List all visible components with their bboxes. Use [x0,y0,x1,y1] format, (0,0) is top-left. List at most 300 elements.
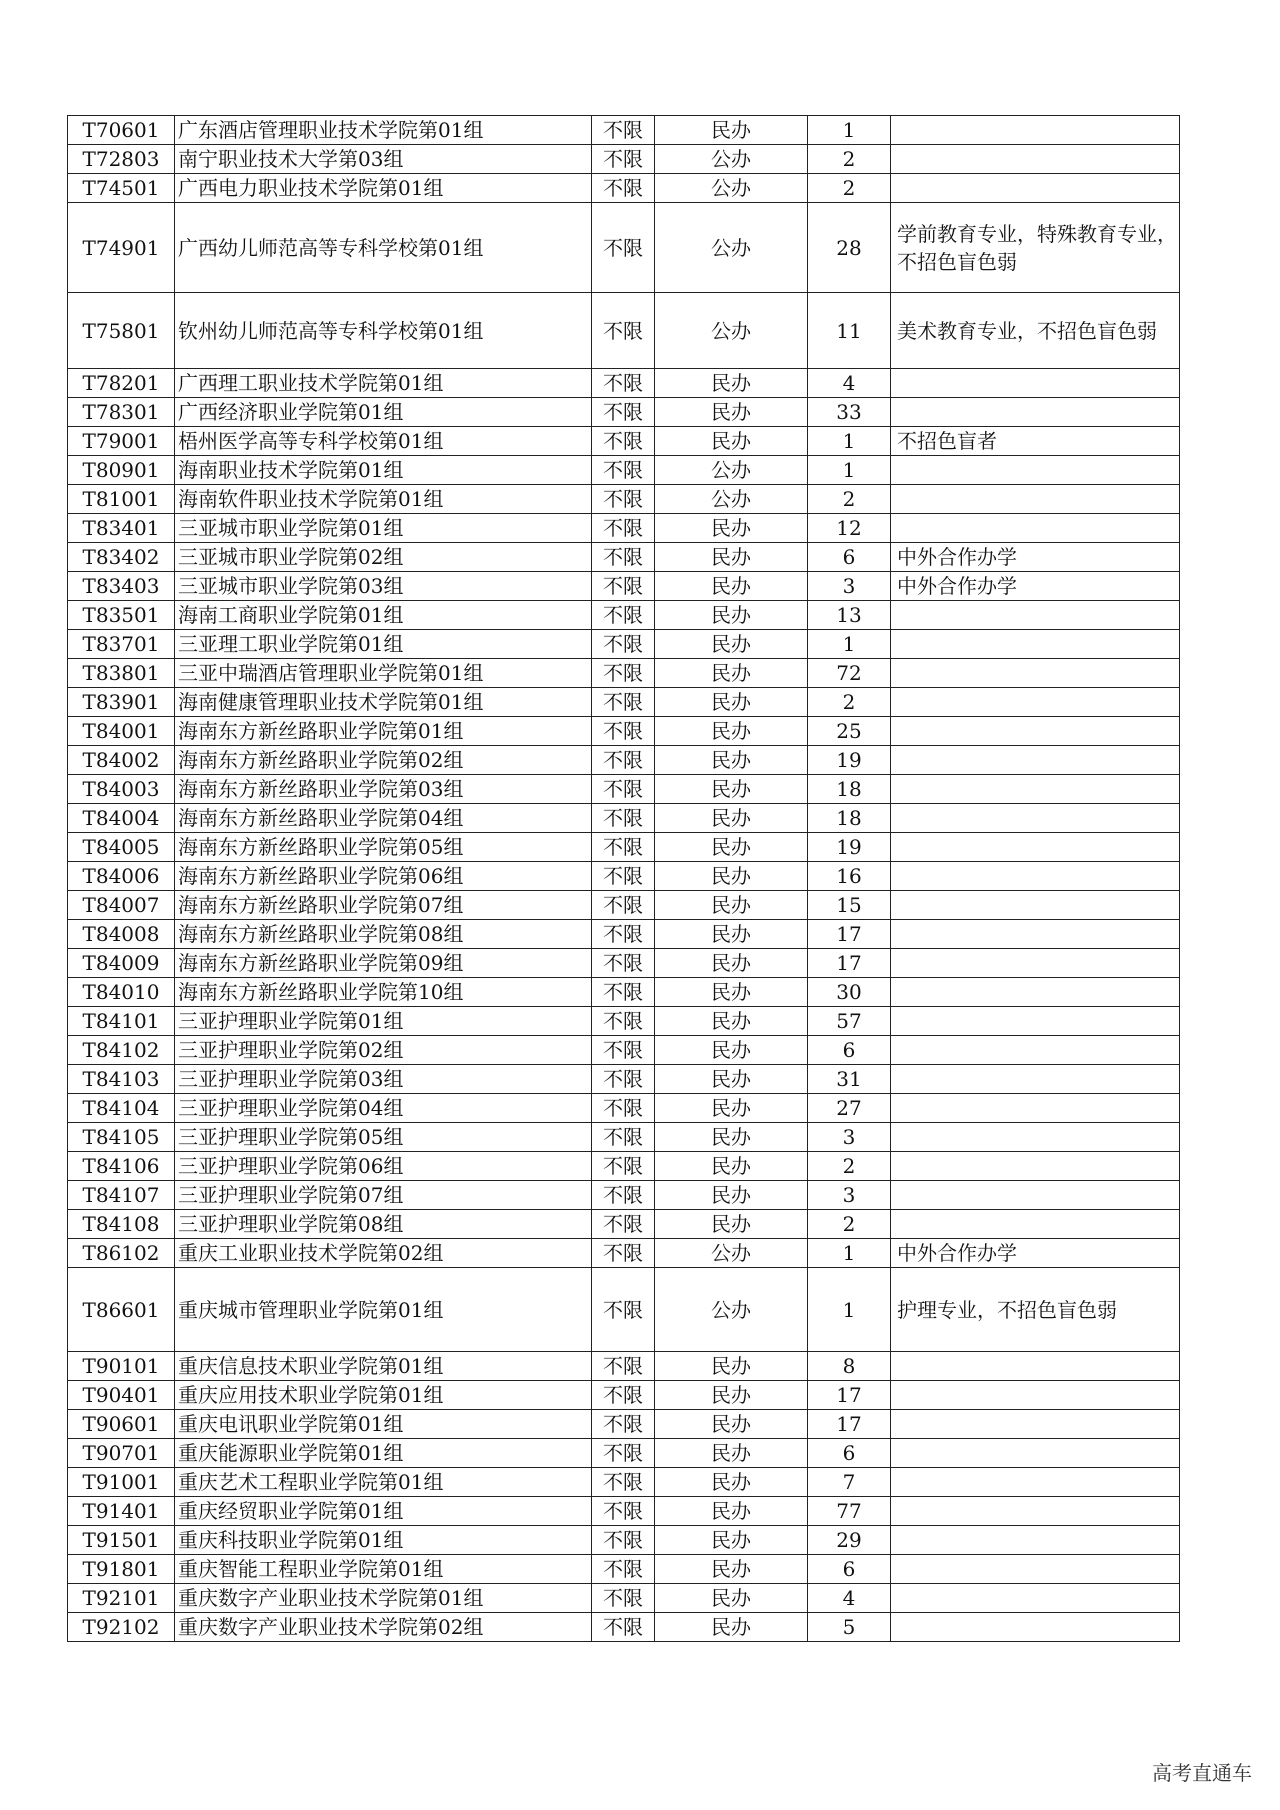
cell-plan-count: 6 [808,543,891,572]
cell-school-group: 海南职业技术学院第01组 [175,456,592,485]
cell-school-type: 民办 [655,398,808,427]
table-row [68,833,1180,862]
cell-plan-count: 3 [808,1181,891,1210]
cell-school-group: 钦州幼儿师范高等专科学校第01组 [175,293,592,369]
cell-subject-requirement: 不限 [592,369,655,398]
cell-remark [891,601,1180,630]
cell-school-type: 民办 [655,1439,808,1468]
cell-remark [891,1123,1180,1152]
cell-code: T84002 [68,746,175,775]
cell-remark [891,920,1180,949]
table-row [68,514,1180,543]
cell-plan-count: 30 [808,978,891,1007]
cell-subject-requirement: 不限 [592,1036,655,1065]
cell-school-type: 民办 [655,427,808,456]
cell-code: T79001 [68,427,175,456]
cell-school-group: 广西经济职业学院第01组 [175,398,592,427]
cell-plan-count: 1 [808,1239,891,1268]
cell-subject-requirement: 不限 [592,1094,655,1123]
cell-remark [891,659,1180,688]
cell-plan-count: 2 [808,174,891,203]
cell-plan-count: 5 [808,1613,891,1642]
cell-remark [891,746,1180,775]
cell-school-type: 民办 [655,572,808,601]
cell-plan-count: 1 [808,427,891,456]
cell-school-group: 重庆能源职业学院第01组 [175,1439,592,1468]
watermark-text: 高考直通车 [1152,1761,1252,1785]
cell-school-group: 重庆工业职业技术学院第02组 [175,1239,592,1268]
table-row [68,1468,1180,1497]
cell-plan-count: 3 [808,1123,891,1152]
cell-school-group: 重庆城市管理职业学院第01组 [175,1268,592,1352]
cell-code: T74901 [68,203,175,293]
cell-school-type: 民办 [655,949,808,978]
cell-plan-count: 17 [808,1381,891,1410]
cell-subject-requirement: 不限 [592,1381,655,1410]
cell-school-group: 重庆科技职业学院第01组 [175,1526,592,1555]
cell-code: T84003 [68,775,175,804]
cell-remark [891,630,1180,659]
cell-school-type: 民办 [655,1468,808,1497]
table-row [68,543,1180,572]
cell-subject-requirement: 不限 [592,920,655,949]
cell-school-group: 三亚护理职业学院第02组 [175,1036,592,1065]
cell-school-type: 民办 [655,369,808,398]
cell-remark: 不招色盲者 [891,427,1180,456]
cell-remark [891,1352,1180,1381]
cell-plan-count: 29 [808,1526,891,1555]
cell-remark [891,145,1180,174]
table-row [68,630,1180,659]
cell-plan-count: 33 [808,398,891,427]
cell-plan-count: 28 [808,203,891,293]
cell-school-type: 民办 [655,1410,808,1439]
cell-school-group: 海南软件职业技术学院第01组 [175,485,592,514]
cell-plan-count: 25 [808,717,891,746]
cell-remark [891,1555,1180,1584]
cell-code: T84006 [68,862,175,891]
cell-subject-requirement: 不限 [592,601,655,630]
cell-school-group: 三亚中瑞酒店管理职业学院第01组 [175,659,592,688]
cell-subject-requirement: 不限 [592,1268,655,1352]
cell-code: T92102 [68,1613,175,1642]
table-row [68,949,1180,978]
cell-remark [891,1439,1180,1468]
table-row [68,456,1180,485]
cell-plan-count: 18 [808,804,891,833]
cell-school-type: 民办 [655,1555,808,1584]
cell-school-type: 民办 [655,1584,808,1613]
table-row [68,369,1180,398]
cell-school-type: 民办 [655,1065,808,1094]
cell-school-type: 民办 [655,601,808,630]
cell-school-group: 海南健康管理职业技术学院第01组 [175,688,592,717]
cell-subject-requirement: 不限 [592,891,655,920]
cell-code: T84103 [68,1065,175,1094]
cell-plan-count: 17 [808,920,891,949]
cell-remark [891,1036,1180,1065]
cell-subject-requirement: 不限 [592,1239,655,1268]
cell-remark [891,1410,1180,1439]
table-row [68,1152,1180,1181]
cell-school-type: 民办 [655,1497,808,1526]
cell-code: T83401 [68,514,175,543]
cell-school-group: 重庆应用技术职业学院第01组 [175,1381,592,1410]
table-row [68,1239,1180,1268]
table-row [68,1410,1180,1439]
cell-school-group: 海南东方新丝路职业学院第02组 [175,746,592,775]
cell-plan-count: 4 [808,369,891,398]
table-row [68,920,1180,949]
cell-code: T81001 [68,485,175,514]
cell-school-group: 三亚护理职业学院第06组 [175,1152,592,1181]
cell-subject-requirement: 不限 [592,572,655,601]
cell-school-type: 民办 [655,688,808,717]
cell-school-type: 民办 [655,543,808,572]
cell-remark [891,485,1180,514]
cell-subject-requirement: 不限 [592,543,655,572]
table-row [68,862,1180,891]
table-row [68,804,1180,833]
cell-school-type: 民办 [655,1036,808,1065]
cell-school-group: 重庆经贸职业学院第01组 [175,1497,592,1526]
cell-remark [891,833,1180,862]
cell-subject-requirement: 不限 [592,485,655,514]
cell-school-type: 民办 [655,920,808,949]
cell-school-type: 民办 [655,833,808,862]
cell-remark [891,891,1180,920]
cell-subject-requirement: 不限 [592,717,655,746]
cell-code: T91501 [68,1526,175,1555]
table-row [68,485,1180,514]
cell-remark [891,978,1180,1007]
cell-code: T75801 [68,293,175,369]
cell-remark [891,1381,1180,1410]
cell-subject-requirement: 不限 [592,1210,655,1239]
cell-code: T83403 [68,572,175,601]
cell-school-group: 海南东方新丝路职业学院第06组 [175,862,592,891]
table-row [68,1181,1180,1210]
cell-school-type: 公办 [655,1268,808,1352]
cell-plan-count: 27 [808,1094,891,1123]
table-row [68,1381,1180,1410]
cell-remark [891,717,1180,746]
table-row [68,1584,1180,1613]
cell-subject-requirement: 不限 [592,949,655,978]
table-row [68,659,1180,688]
table-row [68,1526,1180,1555]
cell-remark [891,116,1180,145]
cell-subject-requirement: 不限 [592,833,655,862]
cell-subject-requirement: 不限 [592,514,655,543]
cell-school-type: 民办 [655,1007,808,1036]
cell-plan-count: 18 [808,775,891,804]
cell-code: T91401 [68,1497,175,1526]
cell-remark [891,862,1180,891]
cell-school-group: 海南工商职业学院第01组 [175,601,592,630]
table-row [68,116,1180,145]
cell-subject-requirement: 不限 [592,1410,655,1439]
table-row [68,978,1180,1007]
cell-plan-count: 7 [808,1468,891,1497]
cell-code: T84105 [68,1123,175,1152]
cell-subject-requirement: 不限 [592,1468,655,1497]
cell-school-type: 民办 [655,804,808,833]
cell-school-group: 海南东方新丝路职业学院第01组 [175,717,592,746]
cell-school-group: 梧州医学高等专科学校第01组 [175,427,592,456]
cell-subject-requirement: 不限 [592,456,655,485]
cell-code: T84104 [68,1094,175,1123]
table-row [68,427,1180,456]
cell-subject-requirement: 不限 [592,1613,655,1642]
table-row [68,1268,1180,1352]
cell-subject-requirement: 不限 [592,746,655,775]
cell-remark [891,174,1180,203]
cell-school-group: 海南东方新丝路职业学院第09组 [175,949,592,978]
cell-school-group: 广西幼儿师范高等专科学校第01组 [175,203,592,293]
cell-school-group: 海南东方新丝路职业学院第03组 [175,775,592,804]
cell-school-type: 民办 [655,1123,808,1152]
cell-school-type: 民办 [655,659,808,688]
cell-plan-count: 2 [808,1210,891,1239]
cell-school-type: 民办 [655,514,808,543]
cell-school-group: 三亚城市职业学院第03组 [175,572,592,601]
cell-remark [891,1094,1180,1123]
cell-code: T74501 [68,174,175,203]
cell-school-type: 民办 [655,717,808,746]
cell-school-type: 民办 [655,1210,808,1239]
cell-school-group: 海南东方新丝路职业学院第07组 [175,891,592,920]
table-row [68,717,1180,746]
table-row [68,775,1180,804]
cell-subject-requirement: 不限 [592,1352,655,1381]
cell-subject-requirement: 不限 [592,1555,655,1584]
cell-school-group: 重庆智能工程职业学院第01组 [175,1555,592,1584]
cell-code: T72803 [68,145,175,174]
cell-code: T90701 [68,1439,175,1468]
cell-subject-requirement: 不限 [592,398,655,427]
cell-school-group: 广西理工职业技术学院第01组 [175,369,592,398]
cell-code: T90101 [68,1352,175,1381]
cell-remark [891,1007,1180,1036]
table-row [68,746,1180,775]
cell-school-type: 民办 [655,116,808,145]
cell-plan-count: 1 [808,1268,891,1352]
cell-subject-requirement: 不限 [592,427,655,456]
cell-plan-count: 3 [808,572,891,601]
table-body [68,116,1180,1642]
cell-subject-requirement: 不限 [592,978,655,1007]
cell-code: T91801 [68,1555,175,1584]
table-row [68,1613,1180,1642]
cell-school-type: 民办 [655,1181,808,1210]
cell-plan-count: 15 [808,891,891,920]
table-row [68,145,1180,174]
cell-school-group: 三亚护理职业学院第08组 [175,1210,592,1239]
cell-code: T92101 [68,1584,175,1613]
table-row [68,1036,1180,1065]
cell-subject-requirement: 不限 [592,293,655,369]
cell-code: T91001 [68,1468,175,1497]
cell-code: T83701 [68,630,175,659]
cell-plan-count: 6 [808,1439,891,1468]
table-row [68,1439,1180,1468]
cell-school-group: 重庆信息技术职业学院第01组 [175,1352,592,1381]
cell-code: T84007 [68,891,175,920]
table-row [68,1352,1180,1381]
cell-subject-requirement: 不限 [592,1065,655,1094]
table-row [68,1555,1180,1584]
cell-code: T84108 [68,1210,175,1239]
cell-subject-requirement: 不限 [592,116,655,145]
cell-subject-requirement: 不限 [592,1007,655,1036]
cell-remark: 美术教育专业，不招色盲色弱 [891,293,1180,369]
cell-subject-requirement: 不限 [592,775,655,804]
cell-code: T80901 [68,456,175,485]
cell-subject-requirement: 不限 [592,804,655,833]
cell-subject-requirement: 不限 [592,174,655,203]
cell-plan-count: 6 [808,1036,891,1065]
cell-school-group: 重庆数字产业职业技术学院第01组 [175,1584,592,1613]
cell-plan-count: 17 [808,949,891,978]
cell-code: T83501 [68,601,175,630]
cell-school-type: 公办 [655,456,808,485]
cell-subject-requirement: 不限 [592,630,655,659]
cell-school-type: 公办 [655,485,808,514]
cell-code: T83402 [68,543,175,572]
cell-school-type: 民办 [655,1094,808,1123]
cell-school-group: 海南东方新丝路职业学院第08组 [175,920,592,949]
cell-remark: 护理专业，不招色盲色弱 [891,1268,1180,1352]
table-row [68,572,1180,601]
cell-code: T84102 [68,1036,175,1065]
cell-school-group: 广西电力职业技术学院第01组 [175,174,592,203]
cell-plan-count: 11 [808,293,891,369]
cell-remark: 中外合作办学 [891,1239,1180,1268]
cell-plan-count: 1 [808,456,891,485]
cell-code: T84004 [68,804,175,833]
cell-code: T90601 [68,1410,175,1439]
cell-code: T84008 [68,920,175,949]
cell-plan-count: 31 [808,1065,891,1094]
cell-school-group: 海南东方新丝路职业学院第05组 [175,833,592,862]
cell-school-type: 民办 [655,1526,808,1555]
cell-school-group: 广东酒店管理职业技术学院第01组 [175,116,592,145]
cell-plan-count: 16 [808,862,891,891]
cell-school-group: 南宁职业技术大学第03组 [175,145,592,174]
table-row [68,688,1180,717]
table-row [68,293,1180,369]
table-row [68,1007,1180,1036]
cell-plan-count: 19 [808,833,891,862]
cell-school-type: 公办 [655,174,808,203]
cell-school-type: 民办 [655,1152,808,1181]
cell-school-type: 民办 [655,775,808,804]
cell-remark [891,1468,1180,1497]
table-row [68,1210,1180,1239]
cell-remark [891,1497,1180,1526]
cell-remark [891,1613,1180,1642]
cell-subject-requirement: 不限 [592,145,655,174]
cell-subject-requirement: 不限 [592,203,655,293]
cell-subject-requirement: 不限 [592,1123,655,1152]
cell-school-type: 公办 [655,145,808,174]
cell-plan-count: 8 [808,1352,891,1381]
cell-school-type: 民办 [655,1613,808,1642]
cell-subject-requirement: 不限 [592,862,655,891]
cell-remark [891,1181,1180,1210]
cell-school-group: 三亚护理职业学院第03组 [175,1065,592,1094]
cell-subject-requirement: 不限 [592,1439,655,1468]
cell-code: T84005 [68,833,175,862]
cell-remark: 中外合作办学 [891,543,1180,572]
cell-subject-requirement: 不限 [592,659,655,688]
cell-code: T84001 [68,717,175,746]
table-row [68,174,1180,203]
cell-school-group: 三亚城市职业学院第01组 [175,514,592,543]
cell-subject-requirement: 不限 [592,1584,655,1613]
cell-code: T84107 [68,1181,175,1210]
table-row [68,601,1180,630]
cell-plan-count: 13 [808,601,891,630]
table-row [68,1094,1180,1123]
cell-school-group: 海南东方新丝路职业学院第10组 [175,978,592,1007]
cell-code: T86102 [68,1239,175,1268]
cell-subject-requirement: 不限 [592,1181,655,1210]
cell-code: T83801 [68,659,175,688]
cell-school-type: 民办 [655,1352,808,1381]
table-row [68,891,1180,920]
cell-plan-count: 2 [808,145,891,174]
cell-remark [891,1584,1180,1613]
cell-school-group: 重庆数字产业职业技术学院第02组 [175,1613,592,1642]
table-row [68,1065,1180,1094]
cell-school-group: 三亚城市职业学院第02组 [175,543,592,572]
cell-plan-count: 57 [808,1007,891,1036]
cell-code: T86601 [68,1268,175,1352]
cell-school-type: 公办 [655,203,808,293]
cell-school-group: 三亚护理职业学院第04组 [175,1094,592,1123]
table-row [68,1497,1180,1526]
cell-school-type: 公办 [655,293,808,369]
cell-school-type: 民办 [655,1381,808,1410]
enrollment-table [67,115,1180,1642]
cell-school-type: 民办 [655,746,808,775]
cell-school-group: 三亚护理职业学院第01组 [175,1007,592,1036]
cell-remark [891,369,1180,398]
cell-remark: 中外合作办学 [891,572,1180,601]
cell-remark [891,514,1180,543]
cell-subject-requirement: 不限 [592,1152,655,1181]
table-row [68,1123,1180,1152]
table-row [68,398,1180,427]
cell-remark [891,398,1180,427]
cell-code: T78201 [68,369,175,398]
cell-plan-count: 12 [808,514,891,543]
cell-plan-count: 4 [808,1584,891,1613]
cell-code: T90401 [68,1381,175,1410]
cell-plan-count: 2 [808,485,891,514]
cell-remark [891,1152,1180,1181]
cell-remark [891,949,1180,978]
cell-remark [891,775,1180,804]
cell-school-type: 民办 [655,630,808,659]
cell-subject-requirement: 不限 [592,1497,655,1526]
cell-subject-requirement: 不限 [592,688,655,717]
cell-code: T83901 [68,688,175,717]
cell-school-type: 民办 [655,978,808,1007]
cell-remark [891,456,1180,485]
